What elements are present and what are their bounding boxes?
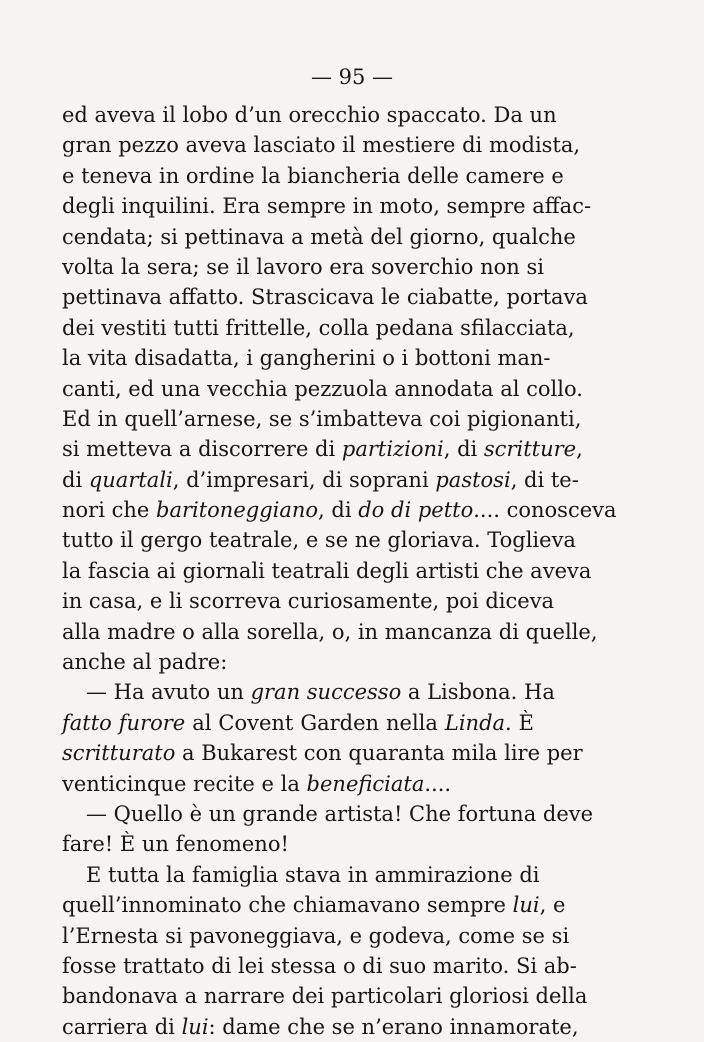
text-line <box>62 951 577 981</box>
text-run: .... <box>424 771 452 796</box>
text-run: la vita disadatta, i gangherini o i bottoni man- <box>62 346 551 371</box>
text-run: E tutta la famiglia stava in ammirazione di <box>86 862 540 887</box>
text-run: — Ha avuto un <box>86 680 251 705</box>
text-line <box>62 282 588 312</box>
italic-text: scritture <box>483 437 577 462</box>
text-run: dei vestiti tutti frittelle, colla pedana sfilacciata, <box>62 315 575 340</box>
text-run: ed aveva il lobo d’un orecchio spaccato. Da un <box>62 103 557 127</box>
italic-text: quartali <box>88 467 173 492</box>
text-line <box>62 404 582 434</box>
text-run: volta la sera; se il lavoro era soverchio non si <box>62 254 544 279</box>
text-line <box>62 647 534 677</box>
text-line <box>62 495 617 525</box>
text-line <box>62 677 555 707</box>
text-run: l’Ernesta si pavoneggiava, e godeva, come se si <box>62 923 570 948</box>
text-run: a Lisbona. Ha <box>401 680 555 705</box>
text-run: si metteva a discorrere di <box>62 437 342 462</box>
text-run: alla madre o alla sorella, o, in mancanza di quelle, <box>62 619 598 644</box>
text-run: : dame che se n’erano innamorate, <box>208 1014 579 1039</box>
text-line <box>62 769 534 799</box>
text-run: . È <box>505 710 535 735</box>
italic-text: pastosi <box>435 467 511 492</box>
text-line <box>62 738 583 768</box>
text-line <box>62 434 583 464</box>
text-line <box>62 100 557 130</box>
text-run: fosse trattato di lei stessa o di suo marito. Si ab- <box>62 953 577 978</box>
text-line <box>62 222 576 252</box>
text-line <box>62 343 551 373</box>
text-run: canti, ed una vecchia pezzuola annodata al collo. <box>62 376 583 401</box>
text-line <box>62 586 555 616</box>
text-line <box>62 313 575 343</box>
text-run: fare! È un fenomeno! <box>62 832 289 857</box>
italic-text: baritoneggiano <box>156 498 319 523</box>
text-run: di <box>62 467 89 492</box>
text-run: a Bukarest con quaranta mila lire per <box>175 741 583 766</box>
text-run: nori che <box>62 498 156 523</box>
text-run: — Quello è un grande artista! Che fortuna deve <box>86 801 594 826</box>
text-run: quell’innominato che chiamavano sempre <box>62 893 513 918</box>
page-number: — 95 — <box>310 65 394 89</box>
text-line <box>62 525 576 555</box>
italic-text: do di petto <box>358 498 474 523</box>
text-line <box>62 374 583 404</box>
text-line <box>62 617 598 647</box>
text-run: , <box>576 437 583 462</box>
text-run: .... conosceva <box>473 498 617 523</box>
text-run: pettinava affatto. Strascicava le ciabatte, portava <box>62 285 588 310</box>
text-line <box>62 130 581 160</box>
text-run: degli inquilini. Era sempre in moto, sempre affac- <box>62 194 592 219</box>
text-run: Ed in quell’arnese, se s’imbatteva coi pigionanti, <box>62 406 582 431</box>
text-run: anche al padre: <box>62 650 228 675</box>
text-run: , d’impresari, di soprani <box>172 467 436 492</box>
text-line <box>62 1012 579 1042</box>
text-line <box>62 921 570 951</box>
text-run: cendata; si pettinava a metà del giorno, qualche <box>62 224 576 249</box>
text-line <box>62 981 588 1011</box>
italic-text: Linda <box>444 710 506 735</box>
text-run: bandonava a narrare dei particolari gloriosi della <box>62 984 588 1009</box>
text-line <box>62 708 534 738</box>
body-text <box>62 100 617 1042</box>
text-run: venticinque recite e la <box>62 771 307 796</box>
text-line <box>62 252 544 282</box>
text-line <box>62 829 534 859</box>
italic-text: beneficiata <box>306 771 425 796</box>
text-run: gran pezzo aveva lasciato il mestiere di modista, <box>62 133 581 158</box>
text-run: , di <box>318 498 359 523</box>
text-run: , di te- <box>510 467 579 492</box>
text-run: in casa, e li scorreva curiosamente, poi diceva <box>62 589 555 614</box>
text-run: al Covent Garden nella <box>185 710 445 735</box>
text-line <box>62 799 594 829</box>
text-line <box>62 556 592 586</box>
text-run: tutto il gergo teatrale, e se ne gloriava. Toglieva <box>62 528 576 553</box>
text-line <box>62 860 540 890</box>
italic-text: lui <box>181 1014 209 1039</box>
text-line <box>62 161 564 191</box>
text-run: carriera di <box>62 1014 182 1039</box>
italic-text: scritturato <box>62 741 176 766</box>
italic-text: partizioni <box>341 437 444 462</box>
text-line <box>62 890 566 920</box>
italic-text: lui <box>512 893 540 918</box>
text-run: la fascia ai giornali teatrali degli artisti che aveva <box>62 558 592 583</box>
text-run: , e <box>539 893 566 918</box>
text-run: e teneva in ordine la biancheria delle camere e <box>62 163 564 188</box>
text-line <box>62 191 592 221</box>
italic-text: gran successo <box>250 680 402 705</box>
italic-text: fatto furore <box>62 710 186 735</box>
text-line <box>62 465 579 495</box>
text-run: , di <box>443 437 484 462</box>
